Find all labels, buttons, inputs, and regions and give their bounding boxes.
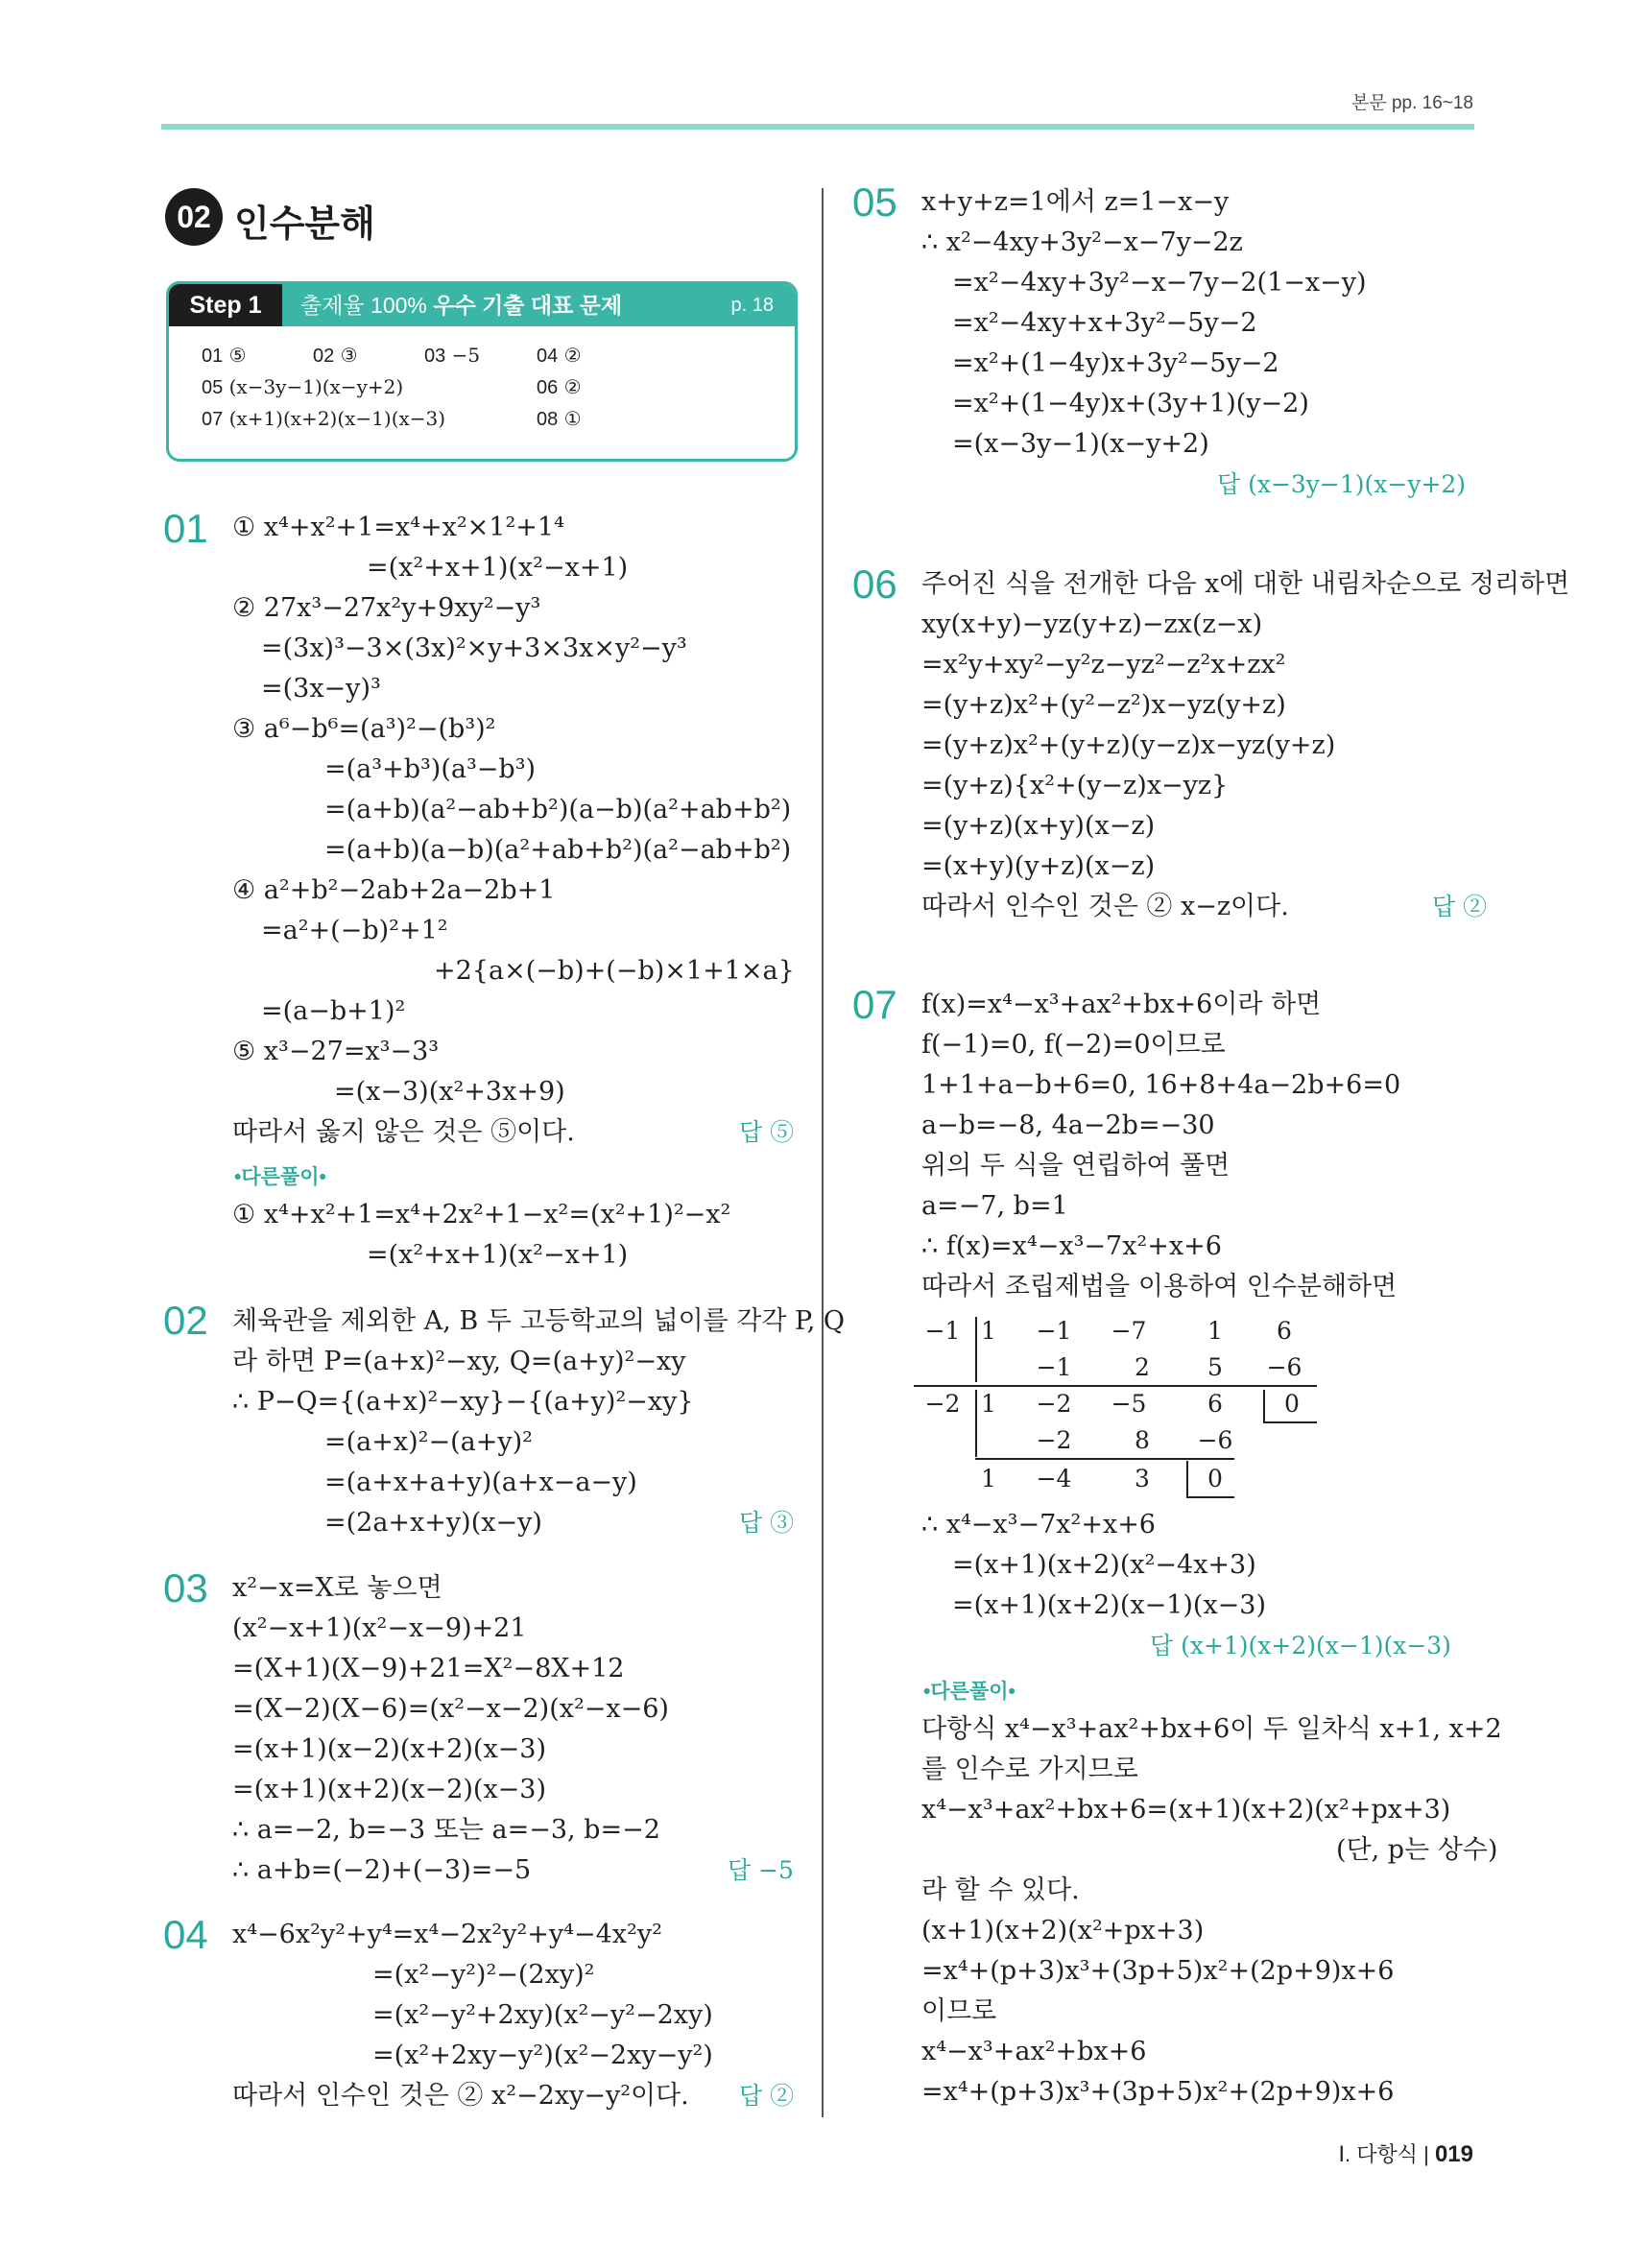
solution-line: =(x−3)(x²+3x+9): [334, 1077, 565, 1107]
quick-answer: 06 ②: [537, 375, 582, 398]
solution-line: 따라서 조립제법을 이용하여 인수분해하면: [921, 1272, 1398, 1301]
step-title-plain: 출제율 100%: [300, 293, 434, 318]
section-number-badge: 02: [165, 188, 223, 246]
solution-line: =x²−4xy+3y²−x−7y−2(1−x−y): [952, 268, 1367, 298]
coef-cell: −5: [1111, 1390, 1147, 1418]
solution-line: =(x−3y−1)(x−y+2): [952, 429, 1209, 459]
solution-line: (단, p는 상수): [1336, 1835, 1498, 1865]
page-reference: 본문 pp. 16~18: [1350, 93, 1473, 113]
solution-line: ∴ f(x)=x⁴−x³−7x²+x+6: [921, 1231, 1222, 1261]
solution-line: =x⁴+(p+3)x³+(3p+5)x²+(2p+9)x+6: [921, 1956, 1395, 1986]
answer-label: 답 −5: [728, 1856, 794, 1884]
step-title-bold: 우수 기출 대표 문제: [433, 293, 623, 318]
problem-number: 07: [852, 982, 897, 1027]
answer-label: 답 ③: [739, 1509, 795, 1537]
coef-cell: −2: [1036, 1390, 1072, 1418]
coef-cell: 1: [981, 1317, 996, 1345]
solution-line: 를 인수로 가지므로: [921, 1755, 1138, 1784]
step-page-ref: p. 18: [730, 295, 774, 316]
quick-answer: 08 ①: [537, 407, 582, 430]
solution-line: 다항식 x⁴−x³+ax²+bx+6이 두 일차식 x+1, x+2: [921, 1714, 1502, 1744]
coef-cell: −6: [1266, 1353, 1302, 1381]
solution-line: =(x²−y²)²−(2xy)²: [372, 1960, 595, 1990]
coef-cell: 8: [1135, 1426, 1150, 1454]
solution-line: 라 하면 P=(a+x)²−xy, Q=(a+y)²−xy: [232, 1347, 686, 1376]
answer-label: 답 (x+1)(x+2)(x−1)(x−3): [1150, 1632, 1451, 1659]
solution-line: f(x)=x⁴−x³+ax²+bx+6이라 하면: [921, 990, 1322, 1019]
solution-line: 위의 두 식을 연립하여 풀면: [921, 1151, 1231, 1181]
solution-line: a−b=−8, 4a−2b=−30: [921, 1110, 1215, 1140]
problem-number: 01: [163, 506, 208, 551]
solution-line: =x²+(1−4y)x+3y²−5y−2: [952, 348, 1279, 378]
solution-line: ② 27x³−27x²y+9xy²−y³: [232, 593, 541, 623]
solution-line: =(x+y)(y+z)(x−z): [921, 851, 1156, 881]
solution-line: =(x+1)(x+2)(x−2)(x−3): [232, 1775, 547, 1804]
step-title: [300, 284, 622, 326]
division-bracket: [975, 1390, 977, 1457]
solution-line: =x²y+xy²−y²z−yz²−z²x+zx²: [921, 650, 1286, 680]
division-bracket: [975, 1317, 977, 1382]
answer-label: 답 (x−3y−1)(x−y+2): [1217, 470, 1467, 498]
solution-line: +2{a×(−b)+(−b)×1+1×a}: [434, 956, 795, 986]
division-line: [975, 1458, 1234, 1460]
solution-line: =(y+z){x²+(y−z)x−yz}: [921, 771, 1229, 800]
coef-cell: 6: [1207, 1390, 1223, 1418]
problem-number: 02: [163, 1298, 208, 1343]
solution-line: =(a+x+a+y)(a+x−a−y): [324, 1468, 637, 1497]
solution-line: =(a+x)²−(a+y)²: [324, 1427, 533, 1457]
answer-label: 답 ②: [1432, 893, 1488, 920]
solution-line: ∴ x²−4xy+3y²−x−7y−2z: [921, 227, 1243, 257]
solution-line: =(X−2)(X−6)=(x²−x−2)(x²−x−6): [232, 1694, 669, 1724]
coef-cell: 1: [1207, 1317, 1223, 1345]
solution-line: xy(x+y)−yz(y+z)−zx(z−x): [921, 609, 1263, 639]
solution-line: =x⁴+(p+3)x³+(3p+5)x²+(2p+9)x+6: [921, 2077, 1395, 2107]
solution-line: x+y+z=1에서 z=1−x−y: [921, 187, 1230, 217]
page-footer: Ⅰ. 다항식 | 019: [1338, 2141, 1473, 2167]
solution-line: =(X+1)(X−9)+21=X²−8X+12: [232, 1654, 625, 1683]
coef-cell: 1: [981, 1390, 996, 1418]
solution-line: ∴ P−Q={(a+x)²−xy}−{(a+y)²−xy}: [232, 1387, 694, 1417]
chapter-label: Ⅰ. 다항식: [1338, 2142, 1418, 2166]
solution-line: x⁴−x³+ax²+bx+6: [921, 2037, 1147, 2066]
problem-number: 04: [163, 1912, 208, 1957]
solution-line: =(x²+x+1)(x²−x+1): [367, 1240, 629, 1270]
remainder-box: [1186, 1496, 1234, 1498]
division-line: [914, 1385, 1317, 1387]
answer-label: 답 ②: [739, 2082, 795, 2110]
solution-line: =(a+b)(a−b)(a²+ab+b²)(a²−ab+b²): [324, 835, 792, 865]
step-answer-box: [166, 281, 798, 462]
solution-line: =x²+(1−4y)x+(3y+1)(y−2): [952, 389, 1309, 418]
coef-cell: −7: [1111, 1317, 1147, 1345]
coef-cell: 3: [1135, 1465, 1150, 1492]
remainder-box: [1186, 1461, 1188, 1497]
remainder-box: [1263, 1390, 1265, 1422]
solution-line: f(−1)=0, f(−2)=0이므로: [921, 1030, 1226, 1060]
quick-answer: 03 −5: [424, 344, 481, 367]
coef-cell: 2: [1135, 1353, 1150, 1381]
problem-number: 06: [852, 561, 897, 607]
solution-line: =(a+b)(a²−ab+b²)(a−b)(a²+ab+b²): [324, 795, 792, 824]
solution-line: ④ a²+b²−2ab+2a−2b+1: [232, 875, 556, 905]
solution-line: =(x+1)(x−2)(x+2)(x−3): [232, 1734, 547, 1764]
solution-line: ① x⁴+x²+1=x⁴+x²×1²+1⁴: [232, 513, 564, 542]
solution-line: 따라서 옳지 않은 것은 ⑤이다.: [232, 1117, 575, 1147]
solution-line: =x²−4xy+x+3y²−5y−2: [952, 308, 1257, 338]
solution-line: =a²+(−b)²+1²: [261, 916, 448, 945]
solution-line: =(a−b+1)²: [261, 996, 406, 1026]
step-label: Step 1: [169, 284, 282, 326]
solution-line: 1+1+a−b+6=0, 16+8+4a−2b+6=0: [921, 1070, 1401, 1100]
alt-solution-label: •다른풀이•: [923, 1681, 1016, 1703]
quick-answer: 05 (x−3y−1)(x−y+2): [202, 375, 404, 398]
coef-cell: −1: [1036, 1317, 1072, 1345]
quick-answer: 01 ⑤: [202, 344, 247, 367]
quick-answer: 02 ③: [313, 344, 358, 367]
problem-number: 05: [852, 179, 897, 225]
solution-line: a=−7, b=1: [921, 1191, 1068, 1221]
solution-line: ③ a⁶−b⁶=(a³)²−(b³)²: [232, 714, 496, 744]
solution-line: 따라서 인수인 것은 ② x−z이다.: [921, 892, 1289, 921]
solution-line: =(y+z)x²+(y²−z²)x−yz(y+z): [921, 690, 1286, 720]
solution-line: =(y+z)(x+y)(x−z): [921, 811, 1156, 841]
divisor: −1: [924, 1317, 961, 1345]
solution-line: =(y+z)x²+(y+z)(y−z)x−yz(y+z): [921, 730, 1336, 760]
solution-line: 체육관을 제외한 A, B 두 고등학교의 넓이를 각각 P, Q: [232, 1306, 846, 1336]
quick-answer: 07 (x+1)(x+2)(x−1)(x−3): [202, 407, 446, 430]
solution-line: =(x+1)(x+2)(x−1)(x−3): [952, 1590, 1267, 1620]
solution-line: ∴ a=−2, b=−3 또는 a=−3, b=−2: [232, 1815, 660, 1845]
solution-line: x⁴−x³+ax²+bx+6=(x+1)(x+2)(x²+px+3): [921, 1795, 1451, 1825]
solution-line: =(x²−y²+2xy)(x²−y²−2xy): [372, 2000, 713, 2030]
answer-label: 답 ⑤: [739, 1118, 795, 1146]
section-title: 인수분해: [234, 204, 375, 245]
problem-number: 03: [163, 1565, 208, 1611]
coef-cell: −6: [1197, 1426, 1233, 1454]
coef-cell: 5: [1207, 1353, 1223, 1381]
step-header: [169, 284, 795, 326]
solution-line: ⑤ x³−27=x³−3³: [232, 1037, 440, 1066]
solution-line: =(x²+2xy−y²)(x²−2xy−y²): [372, 2041, 713, 2070]
quick-answer: 04 ②: [537, 344, 582, 367]
solution-line: =(2a+x+y)(x−y): [324, 1508, 542, 1538]
column-divider: [822, 188, 824, 2117]
solution-line: =(a³+b³)(a³−b³): [324, 754, 537, 784]
divisor: −2: [924, 1390, 961, 1418]
solution-line: ∴ a+b=(−2)+(−3)=−5: [232, 1855, 532, 1885]
solution-line: ∴ x⁴−x³−7x²+x+6: [921, 1510, 1156, 1540]
solution-line: 이므로: [921, 1996, 997, 2026]
solution-line: x⁴−6x²y²+y⁴=x⁴−2x²y²+y⁴−4x²y²: [232, 1920, 662, 1949]
solution-line: =(x²+x+1)(x²−x+1): [367, 553, 629, 583]
solution-line: =(x+1)(x+2)(x²−4x+3): [952, 1550, 1256, 1580]
solution-line: ① x⁴+x²+1=x⁴+2x²+1−x²=(x²+1)²−x²: [232, 1200, 731, 1229]
solution-line: (x+1)(x+2)(x²+px+3): [921, 1916, 1205, 1946]
remainder-cell: 0: [1284, 1390, 1300, 1418]
page-number: 019: [1434, 2141, 1473, 2167]
solution-line: =(3x)³−3×(3x)²×y+3×3x×y²−y³: [261, 633, 687, 663]
coef-cell: −4: [1036, 1465, 1072, 1492]
top-rule: [161, 124, 1474, 130]
solution-line: 주어진 식을 전개한 다음 x에 대한 내림차순으로 정리하면: [921, 569, 1570, 599]
solution-line: x²−x=X로 놓으면: [232, 1573, 442, 1603]
coef-cell: 6: [1277, 1317, 1292, 1345]
alt-solution-label: •다른풀이•: [234, 1166, 326, 1188]
coef-cell: −2: [1036, 1426, 1072, 1454]
solution-line: 라 할 수 있다.: [921, 1875, 1080, 1905]
solution-line: =(3x−y)³: [261, 674, 381, 704]
coef-cell: 1: [981, 1465, 996, 1492]
solution-line: 따라서 인수인 것은 ② x²−2xy−y²이다.: [232, 2081, 689, 2111]
solution-line: (x²−x+1)(x²−x−9)+21: [232, 1613, 527, 1643]
remainder-cell: 0: [1207, 1465, 1223, 1492]
remainder-box: [1263, 1421, 1317, 1423]
coef-cell: −1: [1036, 1353, 1072, 1381]
